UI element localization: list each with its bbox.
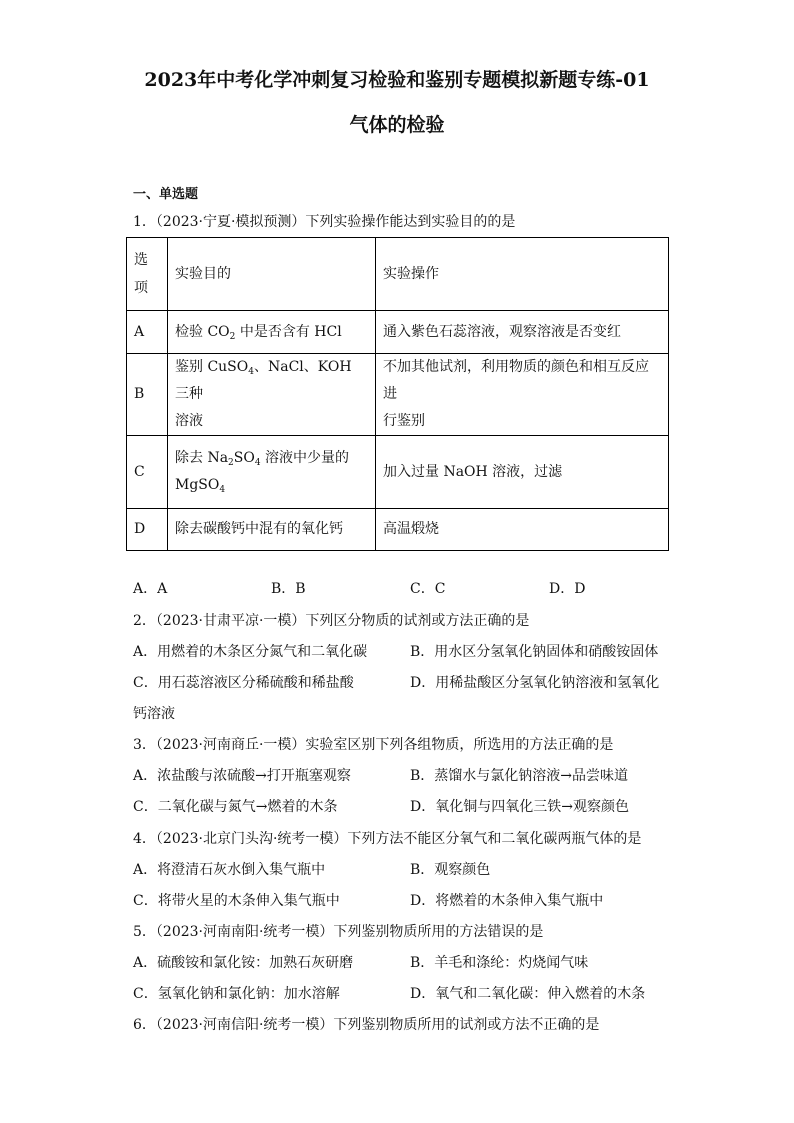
- row-operation: 不加其他试剂，利用物质的颜色和相互反应进 行鉴别: [376, 354, 669, 436]
- q2-option-b: B．用水区分氢氧化钠固体和硝酸铵固体: [410, 644, 659, 660]
- header-purpose: 实验目的: [168, 238, 376, 311]
- row-option: B: [127, 354, 168, 436]
- section-heading: 一、单选题: [133, 187, 199, 202]
- document-subtitle: 气体的检验: [349, 114, 445, 136]
- q4-option-d: D．将燃着的木条伸入集气瓶中: [410, 893, 604, 909]
- table-row: [127, 436, 669, 509]
- q2-option-c: C．用石蕊溶液区分稀硫酸和稀盐酸: [133, 675, 354, 691]
- row-operation: 高温煅烧: [376, 509, 669, 551]
- q3-option-a: A．浓盐酸与浓硫酸→打开瓶塞观察: [133, 768, 351, 784]
- document-title: 2023年中考化学冲刺复习检验和鉴别专题模拟新题专练-01: [144, 69, 650, 91]
- table-row: [127, 311, 669, 354]
- question-1-table: [126, 237, 669, 551]
- q5-option-c: C．氢氧化钠和氯化钠：加水溶解: [133, 986, 340, 1002]
- q5-option-b: B．羊毛和涤纶：灼烧闻气味: [410, 955, 589, 971]
- row-operation: 通入紫色石蕊溶液，观察溶液是否变红: [376, 311, 669, 354]
- question-4-stem: 4．（2023·北京门头沟·统考一模）下列方法不能区分氧气和二氧化碳两瓶气体的是: [133, 831, 642, 847]
- q4-option-a: A．将澄清石灰水倒入集气瓶中: [133, 862, 326, 878]
- q2-option-d: D．用稀盐酸区分氢氧化钠溶液和氢氧化: [410, 675, 660, 691]
- question-1-stem: 1．（2023·宁夏·模拟预测）下列实验操作能达到实验目的的是: [133, 214, 516, 230]
- row-purpose: 除去 $Na_2SO_4$ 溶液中少量的 MgSO$_4$: [168, 436, 376, 509]
- table-row: [127, 354, 669, 436]
- q1-option-b: B．B: [271, 581, 306, 597]
- row-option: A: [127, 311, 168, 354]
- q1-option-c: C．C: [410, 581, 446, 597]
- question-6-stem: 6．（2023·河南信阳·统考一模）下列鉴别物质所用的试剂或方法不正确的是: [133, 1017, 600, 1033]
- question-2-stem: 2．（2023·甘肃平凉·一模）下列区分物质的试剂或方法正确的是: [133, 613, 530, 629]
- q3-option-c: C．二氧化碳与氮气→燃着的木条: [133, 799, 338, 815]
- header-operation: 实验操作: [376, 238, 669, 311]
- q3-option-d: D．氧化铜与四氧化三铁→观察颜色: [410, 799, 629, 815]
- q4-option-c: C．将带火星的木条伸入集气瓶中: [133, 893, 340, 909]
- row-operation: 加入过量 NaOH 溶液，过滤: [376, 436, 669, 509]
- table-header-row: [127, 238, 669, 311]
- question-5-stem: 5．（2023·河南南阳·统考一模）下列鉴别物质所用的方法错误的是: [133, 924, 544, 940]
- question-3-stem: 3．（2023·河南商丘·一模）实验室区别下列各组物质，所选用的方法正确的是: [133, 737, 614, 753]
- row-purpose: 鉴别 CuSO$_4$、NaCl、KOH 三种 溶液: [168, 354, 376, 436]
- q4-option-b: B．观察颜色: [410, 862, 491, 878]
- q3-option-b: B．蒸馏水与氯化钠溶液→品尝味道: [410, 768, 629, 784]
- row-option: C: [127, 436, 168, 509]
- q5-option-a: A．硫酸铵和氯化铵：加熟石灰研磨: [133, 955, 354, 971]
- row-purpose: 检验 $CO_2$ 中是否含有 HCl: [168, 311, 376, 354]
- header-option: 选项: [127, 238, 168, 311]
- row-purpose: 除去碳酸钙中混有的氧化钙: [168, 509, 376, 551]
- q2-option-a: A．用燃着的木条区分氮气和二氧化碳: [133, 644, 368, 660]
- row-option: D: [127, 509, 168, 551]
- q1-option-a: A．A: [133, 581, 168, 597]
- q2-option-d-continued: 钙溶液: [133, 706, 175, 722]
- table-row: [127, 509, 669, 551]
- q5-option-d: D．氧气和二氧化碳：伸入燃着的木条: [410, 986, 646, 1002]
- q1-option-d: D．D: [549, 581, 586, 597]
